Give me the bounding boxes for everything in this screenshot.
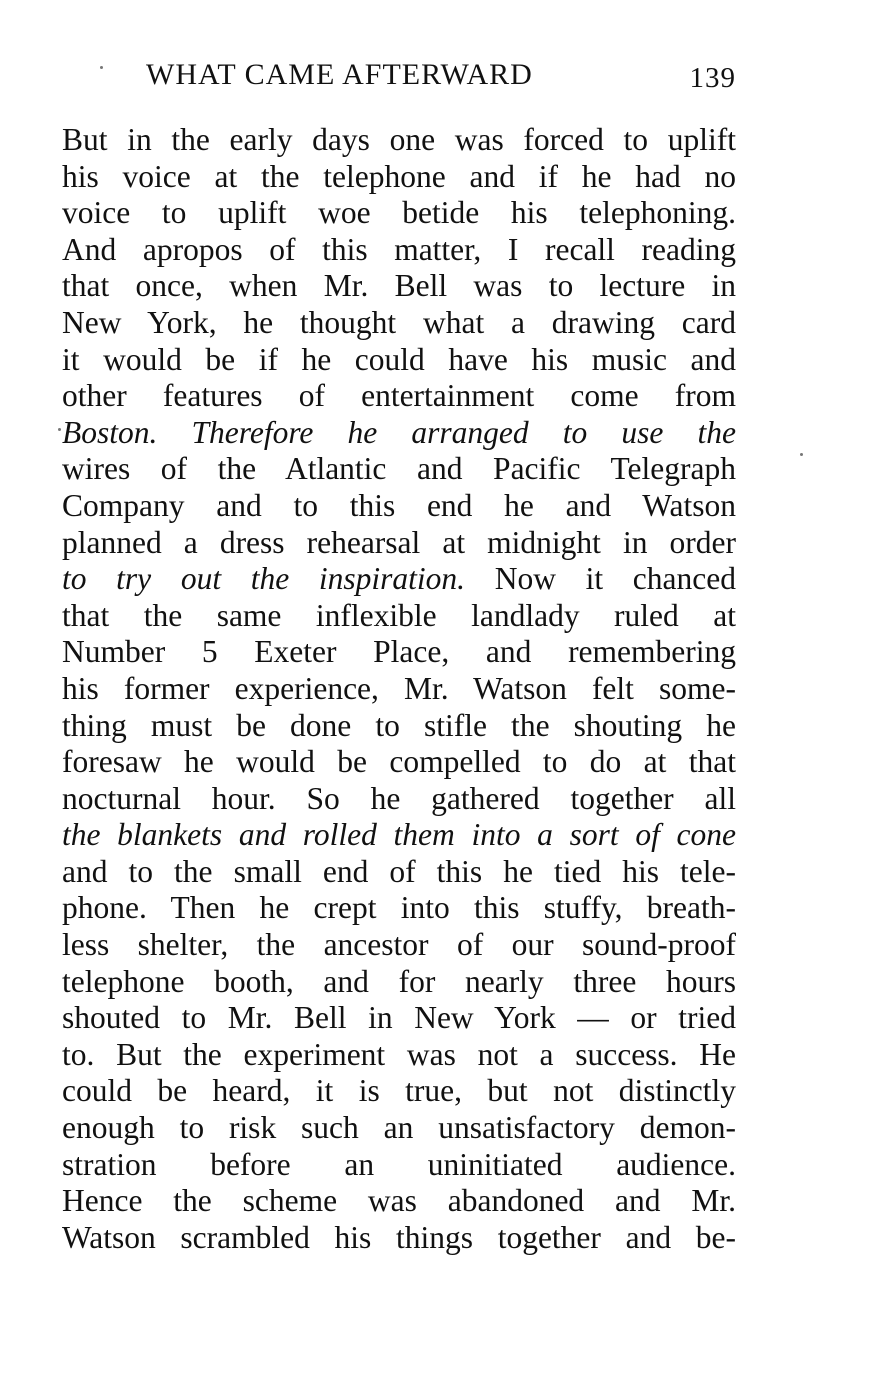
text-line	[62, 232, 736, 269]
text-segment: that once, when Mr. Bell was to lecture in	[62, 268, 736, 304]
print-speck	[58, 428, 61, 431]
text-line	[62, 634, 736, 671]
text-line	[62, 488, 736, 525]
text-line	[62, 1220, 736, 1257]
text-line	[62, 525, 736, 562]
text-segment: enough to risk such an unsatisfactory demon-	[62, 1110, 736, 1146]
text-segment: other features of entertainment come from	[62, 378, 736, 414]
text-segment: to. But the experiment was not a success. He	[62, 1036, 736, 1072]
text-segment: shouted to Mr. Bell in New York — or tried	[62, 1000, 736, 1036]
text-segment: stration before an uninitiated audience.	[62, 1146, 736, 1182]
text-segment: it would be if he could have his music and	[62, 341, 736, 377]
text-line	[62, 378, 736, 415]
text-segment: And apropos of this matter, I recall reading	[62, 231, 736, 267]
text-line	[62, 1183, 736, 1220]
page-number: 139	[689, 62, 736, 94]
text-segment: Boston. Therefore he arranged to use the	[62, 414, 736, 450]
text-line	[62, 342, 736, 379]
text-line	[62, 927, 736, 964]
print-speck	[800, 453, 803, 456]
text-line	[62, 268, 736, 305]
text-segment: New York, he thought what a drawing card	[62, 304, 736, 340]
text-segment: and to the small end of this he tied his tele-	[62, 853, 736, 889]
text-line	[62, 122, 736, 159]
text-segment: Now it chanced	[465, 561, 736, 597]
text-segment: his former experience, Mr. Watson felt some-	[62, 670, 736, 706]
text-line	[62, 854, 736, 891]
text-line	[62, 195, 736, 232]
text-line	[62, 890, 736, 927]
text-line	[62, 817, 736, 854]
text-line	[62, 1147, 736, 1184]
text-segment: Watson scrambled his things together and be-	[62, 1219, 736, 1255]
text-segment: nocturnal hour. So he gathered together all	[62, 780, 736, 816]
running-head	[146, 58, 736, 98]
text-line	[62, 159, 736, 196]
text-line	[62, 1073, 736, 1110]
text-segment: telephone booth, and for nearly three hours	[62, 963, 736, 999]
text-segment: Number 5 Exeter Place, and remembering	[62, 634, 736, 670]
text-segment: Company and to this end he and Watson	[62, 487, 736, 523]
text-segment: could be heard, it is true, but not distinctly	[62, 1073, 736, 1109]
text-segment: the blankets and rolled them into a sort of cone	[62, 817, 736, 853]
text-segment: thing must be done to stifle the shouting he	[62, 707, 736, 743]
text-segment: to try out the inspiration.	[62, 561, 466, 597]
text-line	[62, 1110, 736, 1147]
print-speck	[100, 66, 103, 69]
text-segment: his voice at the telephone and if he had no	[62, 158, 736, 194]
text-segment: foresaw he would be compelled to do at that	[62, 744, 736, 780]
text-segment: that the same inflexible landlady ruled at	[62, 597, 736, 633]
text-line	[62, 781, 736, 818]
text-line	[62, 744, 736, 781]
text-segment: Hence the scheme was abandoned and Mr.	[62, 1183, 736, 1219]
text-segment: wires of the Atlantic and Pacific Telegraph	[62, 451, 736, 487]
text-line	[62, 598, 736, 635]
text-segment: phone. Then he crept into this stuffy, breath-	[62, 890, 736, 926]
text-segment: planned a dress rehearsal at midnight in order	[62, 524, 736, 560]
text-line	[62, 451, 736, 488]
text-line	[62, 1000, 736, 1037]
text-segment: less shelter, the ancestor of our sound-proof	[62, 927, 736, 963]
text-segment: voice to uplift woe betide his telephoning.	[62, 195, 736, 231]
text-line	[62, 305, 736, 342]
text-line	[62, 671, 736, 708]
text-line	[62, 708, 736, 745]
text-line	[62, 561, 736, 598]
body-text	[62, 122, 736, 1256]
text-line	[62, 1037, 736, 1074]
text-segment: But in the early days one was forced to uplift	[62, 122, 736, 157]
chapter-title: WHAT CAME AFTERWARD	[146, 58, 533, 91]
text-line	[62, 964, 736, 1001]
text-line	[62, 415, 736, 452]
